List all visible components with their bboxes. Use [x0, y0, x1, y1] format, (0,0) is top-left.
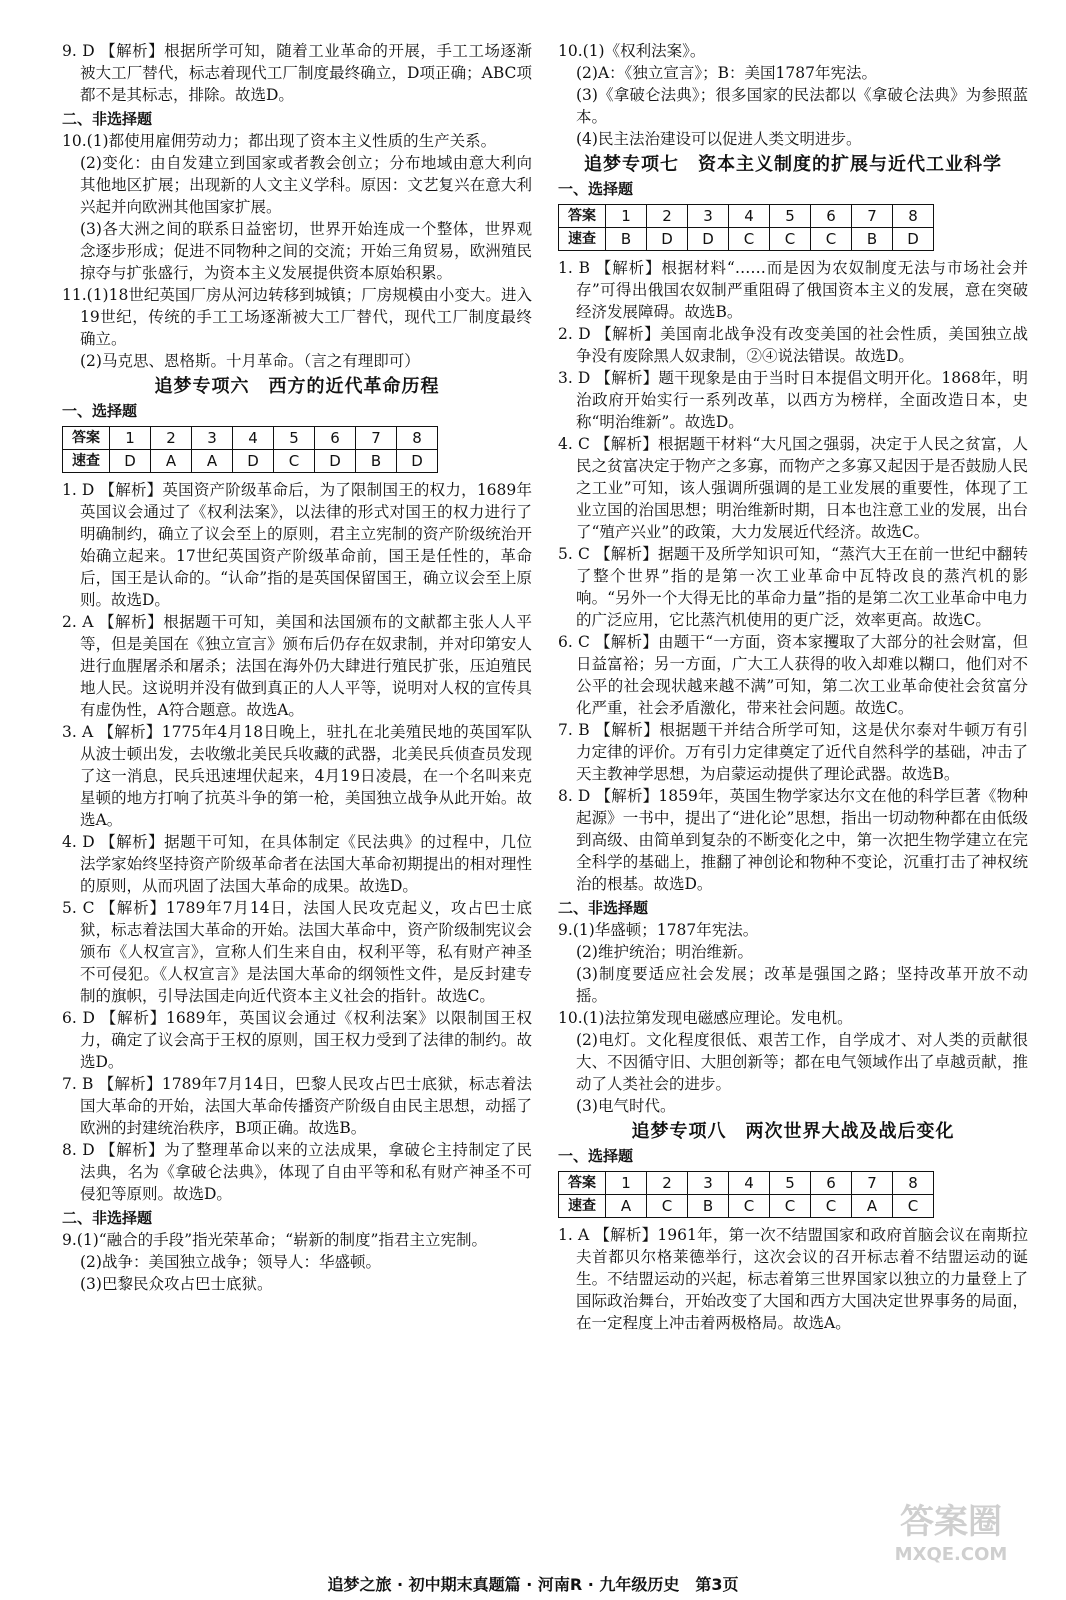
answer-table [558, 204, 934, 251]
answer-paragraph: (3)制度要适应社会发展；改革是强国之路；坚持改革开放不动摇。 [576, 965, 1028, 1005]
section-heading: 一、选择题 [558, 1147, 634, 1165]
table-cell: 3 [688, 1172, 729, 1195]
answer-paragraph: 6. D 【解析】1689年，英国议会通过《权利法案》以限制国王权力，确定了议会高于王权的原则，国王权力受到了法律的制约。故选D。 [62, 1009, 532, 1071]
table-cell: 6 [315, 427, 356, 450]
section-heading: 一、选择题 [62, 402, 138, 420]
table-cell: 3 [192, 427, 233, 450]
answer-paragraph: 10.(1)都使用雇佣劳动力；都出现了资本主义性质的生产关系。 [62, 132, 497, 150]
section-title: 追梦专项七 资本主义制度的扩展与近代工业科学 [584, 154, 1002, 175]
answer-paragraph: 4. C 【解析】根据题干材料“大凡国之强弱，决定于人民之贫富，人民之贫富决定于物产之多寡，而物产之多寡又起因于是否鼓励人民之工业”可知，该人强调所强调的是工业发展的重要性，体现了工业立国的治国思想；明治维新时期，日本也注意工业的发展，出台了“殖产兴业”的政策，大力发展近代经济。故选C。 [558, 435, 1028, 541]
table-cell: 6 [811, 205, 852, 228]
section-title: 追梦专项八 两次世界大战及战后变化 [631, 1121, 955, 1142]
table-cell: A [151, 450, 192, 473]
table-cell: 1 [110, 427, 151, 450]
table-cell: 5 [770, 1172, 811, 1195]
answer-paragraph: 3. A 【解析】1775年4月18日晚上，驻扎在北美殖民地的英国军队从波士顿出发，去收缴北美民兵收藏的武器，北美民兵侦查员发现了这一消息，民兵迅速埋伏起来，4月19日凌晨，在一个名叫来克星顿的地方打响了抗英斗争的第一枪，美国独立战争从此开始。故选A。 [62, 723, 532, 829]
answer-paragraph: (4)民主法治建设可以促进人类文明进步。 [576, 130, 862, 148]
table-cell: A [852, 1195, 893, 1218]
answer-paragraph: 8. D 【解析】1859年，英国生物学家达尔文在他的科学巨著《物种起源》一书中，提出了“进化论”思想，指出一切动物种都在由低级到高级、由简单到复杂的不断变化之中，第一次把生物学建立在完全科学的基础上，推翻了神创论和物种不变论，沉重打击了神权统治的根基。故选D。 [558, 787, 1028, 893]
table-cell: C [811, 1195, 852, 1218]
answer-paragraph: (3)《拿破仑法典》；很多国家的民法都以《拿破仑法典》为参照蓝本。 [576, 86, 1028, 126]
table-cell: B [606, 228, 647, 251]
table-header-cell: 答案 [559, 1172, 606, 1195]
table-cell: A [192, 450, 233, 473]
watermark-url: MXQE.COM [894, 1544, 1008, 1565]
answer-paragraph: (2)A：《独立宣言》；B：美国1787年宪法。 [576, 64, 877, 82]
table-header-cell: 速查 [63, 450, 110, 473]
answer-paragraph: (2)维护统治；明治维新。 [576, 943, 753, 961]
answer-paragraph: (2)战争：美国独立战争；领导人：华盛顿。 [80, 1253, 381, 1271]
table-cell: 2 [151, 427, 192, 450]
answer-paragraph: 8. D 【解析】为了整理革命以来的立法成果，拿破仑主持制定了民法典，名为《拿破仑法典》，体现了自由平等和私有财产神圣不可侵犯等原则。故选D。 [62, 1141, 532, 1203]
table-cell: C [274, 450, 315, 473]
section-heading: 二、非选择题 [558, 899, 649, 917]
table-cell: C [770, 1195, 811, 1218]
table-header-cell: 速查 [559, 228, 606, 251]
answer-paragraph: 11.(1)18世纪英国厂房从河边转移到城镇；厂房规模由小变大。进入19世纪，传统的手工工场逐渐被大工厂替代，现代工厂制度最终确立。 [62, 286, 532, 348]
answer-paragraph: (3)各大洲之间的联系日益密切，世界开始连成一个整体，世界观念逐步形成；促进不同物种之间的交流；开始三角贸易，欧洲殖民掠夺与扩张盛行，为资本主义发展提供资本原始积累。 [80, 220, 532, 282]
table-cell: D [688, 228, 729, 251]
table-cell: D [233, 450, 274, 473]
table-cell: 2 [647, 205, 688, 228]
answer-paragraph: 9.(1)华盛顿；1787年宪法。 [558, 921, 759, 939]
table-cell: 4 [233, 427, 274, 450]
table-cell: B [852, 228, 893, 251]
table-header-cell: 答案 [559, 205, 606, 228]
table-header-cell: 速查 [559, 1195, 606, 1218]
table-cell: D [110, 450, 151, 473]
watermark-text: 答案圈 [900, 1502, 1002, 1542]
answer-paragraph: (2)电灯。文化程度很低、艰苦工作，自学成才、对人类的贡献很大、不因循守旧、大胆创新等；都在电气领域作出了卓越贡献，推动了人类社会的进步。 [576, 1031, 1028, 1093]
table-cell: D [397, 450, 438, 473]
answer-paragraph: 9. D 【解析】根据所学可知，随着工业革命的开展，手工工场逐渐被大工厂替代，标志着现代工厂制度最终确立，D项正确；ABC项都不是其标志，排除。故选D。 [62, 42, 532, 104]
table-cell: 5 [274, 427, 315, 450]
answer-paragraph: (2)马克思、恩格斯。十月革命。（言之有理即可） [80, 352, 420, 370]
answer-paragraph: 7. B 【解析】根据题干并结合所学可知，这是伏尔泰对牛顿万有引力定律的评价。万有引力定律奠定了近代自然科学的基础，冲击了天主教神学思想，为启蒙运动提供了理论武器。故选B。 [558, 721, 1028, 783]
table-cell: C [770, 228, 811, 251]
table-cell: C [647, 1195, 688, 1218]
table-cell: C [729, 1195, 770, 1218]
table-cell: 4 [729, 205, 770, 228]
left-column [62, 40, 532, 1295]
answer-paragraph: 6. C 【解析】由题干“一方面，资本家攫取了大部分的社会财富，但日益富裕；另一方面，广大工人获得的收入却难以糊口，他们对不公平的社会现状越来越不满”可知，第二次工业革命使社会贫富分化严重，社会矛盾激化，带来社会问题。故选C。 [558, 633, 1028, 717]
answer-table [62, 426, 438, 473]
answer-paragraph: 3. D 【解析】题干现象是由于当时日本提倡文明开化。1868年，明治政府开始实行一系列改革，以西方为榜样，全面改造日本，史称“明治维新”。故选D。 [558, 369, 1028, 431]
table-cell: 8 [397, 427, 438, 450]
table-cell: 4 [729, 1172, 770, 1195]
table-cell: 5 [770, 205, 811, 228]
table-cell: 8 [893, 205, 934, 228]
answer-paragraph: 2. D 【解析】美国南北战争没有改变美国的社会性质，美国独立战争没有废除黑人奴隶制，②④说法错误。故选D。 [558, 325, 1028, 365]
table-cell: C [893, 1195, 934, 1218]
section-title: 追梦专项六 西方的近代革命历程 [154, 376, 440, 397]
answer-table [558, 1171, 934, 1218]
table-cell: C [811, 228, 852, 251]
table-cell: 8 [893, 1172, 934, 1195]
answer-paragraph: 7. B 【解析】1789年7月14日，巴黎人民攻占巴士底狱，标志着法国大革命的开始，法国大革命传播资产阶级自由民主思想，动摇了欧洲的封建统治秩序，B项正确。故选B。 [62, 1075, 532, 1137]
answer-paragraph: 5. C 【解析】据题干及所学知识可知，“蒸汽大王在前一世纪中翻转了整个世界”指的是第一次工业革命中瓦特改良的蒸汽机的影响。“另外一个大得无比的革命力量”指的是第二次工业革命中电力的广泛应用，它比蒸汽机使用的更广泛，效率更高。故选C。 [558, 545, 1028, 629]
table-cell: 7 [852, 205, 893, 228]
table-cell: 2 [647, 1172, 688, 1195]
table-cell: B [356, 450, 397, 473]
table-cell: 7 [356, 427, 397, 450]
section-heading: 一、选择题 [558, 180, 634, 198]
table-cell: D [315, 450, 356, 473]
table-cell: A [606, 1195, 647, 1218]
page-footer: 追梦之旅 · 初中期末真题篇 · 河南R · 九年级历史 第3页 [327, 1575, 739, 1594]
table-cell: 6 [811, 1172, 852, 1195]
table-header-cell: 答案 [63, 427, 110, 450]
table-cell: 1 [606, 1172, 647, 1195]
table-cell: 7 [852, 1172, 893, 1195]
answer-paragraph: 10.(1)《权利法案》。 [558, 42, 706, 60]
answer-paragraph: 1. A 【解析】1961年，第一次不结盟国家和政府首脑会议在南斯拉夫首都贝尔格莱德举行，这次会议的召开标志着不结盟运动的诞生。不结盟运动的兴起，标志着第三世界国家以独立的力量登上了国际政治舞台，开始改变了大国和西方大国决定世界事务的局面，在一定程度上冲击着两极格局。故选A。 [558, 1226, 1028, 1332]
answer-paragraph: 1. B 【解析】根据材料“……而是因为农奴制度无法与市场社会并存”可得出俄国农奴制严重阻碍了俄国资本主义的发展，意在突破经济发展障碍。故选B。 [558, 259, 1028, 321]
table-cell: 3 [688, 205, 729, 228]
section-heading: 二、非选择题 [62, 110, 153, 128]
answer-paragraph: (2)变化：由自发建立到国家或者教会创立；分布地域由意大利向其他地区扩展；出现新的人文主义学科。原因：文艺复兴在意大利兴起并向欧洲其他国家扩展。 [80, 154, 532, 216]
answer-paragraph: (3)巴黎民众攻占巴士底狱。 [80, 1275, 273, 1293]
section-heading: 二、非选择题 [62, 1209, 153, 1227]
answer-paragraph: 1. D 【解析】英国资产阶级革命后，为了限制国王的权力，1689年英国议会通过了《权利法案》，以法律的形式对国王的权力进行了明确制约，确立了议会至上的原则，君主立宪制的资产阶级统治开始确立起来。17世纪英国资产阶级革命前，国王是任性的，革命后，国王是认命的。“认命”指的是英国保留国王，确立议会至上原则。故选D。 [62, 481, 532, 609]
answer-paragraph: 4. D 【解析】据题干可知，在具体制定《民法典》的过程中，几位法学家始终坚持资产阶级革命者在法国大革命初期提出的相对理性的原则，从而巩固了法国大革命的成果。故选D。 [62, 833, 532, 895]
table-cell: 1 [606, 205, 647, 228]
answer-paragraph: 5. C 【解析】1789年7月14日，法国人民攻克起义，攻占巴士底狱，标志着法国大革命的开始。法国大革命中，资产阶级制宪议会颁布《人权宣言》，宣称人们生来自由，权利平等，私有财产神圣不可侵犯。《人权宣言》是法国大革命的纲领性文件，是反封建专制的旗帜，引导法国走向近代资本主义社会的指针。故选C。 [62, 899, 532, 1005]
table-cell: C [729, 228, 770, 251]
table-cell: D [647, 228, 688, 251]
watermark-logo [876, 1500, 1026, 1580]
answer-paragraph: (3)电气时代。 [576, 1097, 676, 1115]
table-cell: B [688, 1195, 729, 1218]
answer-paragraph: 10.(1)法拉第发现电磁感应理论。发电机。 [558, 1009, 853, 1027]
right-column [558, 40, 1028, 1334]
answer-paragraph: 9.(1)“融合的手段”指光荣革命；“崭新的制度”指君主立宪制。 [62, 1231, 487, 1249]
table-cell: D [893, 228, 934, 251]
answer-paragraph: 2. A 【解析】根据题干可知，美国和法国颁布的文献都主张人人平等，但是美国在《独立宣言》颁布后仍存在奴隶制，并对印第安人进行血腥屠杀和屠杀；法国在海外仍大肆进行殖民扩张，压迫殖民地人民。这说明并没有做到真正的人人平等，说明对人权的宣传具有虚伪性，A符合题意。故选A。 [62, 613, 532, 719]
